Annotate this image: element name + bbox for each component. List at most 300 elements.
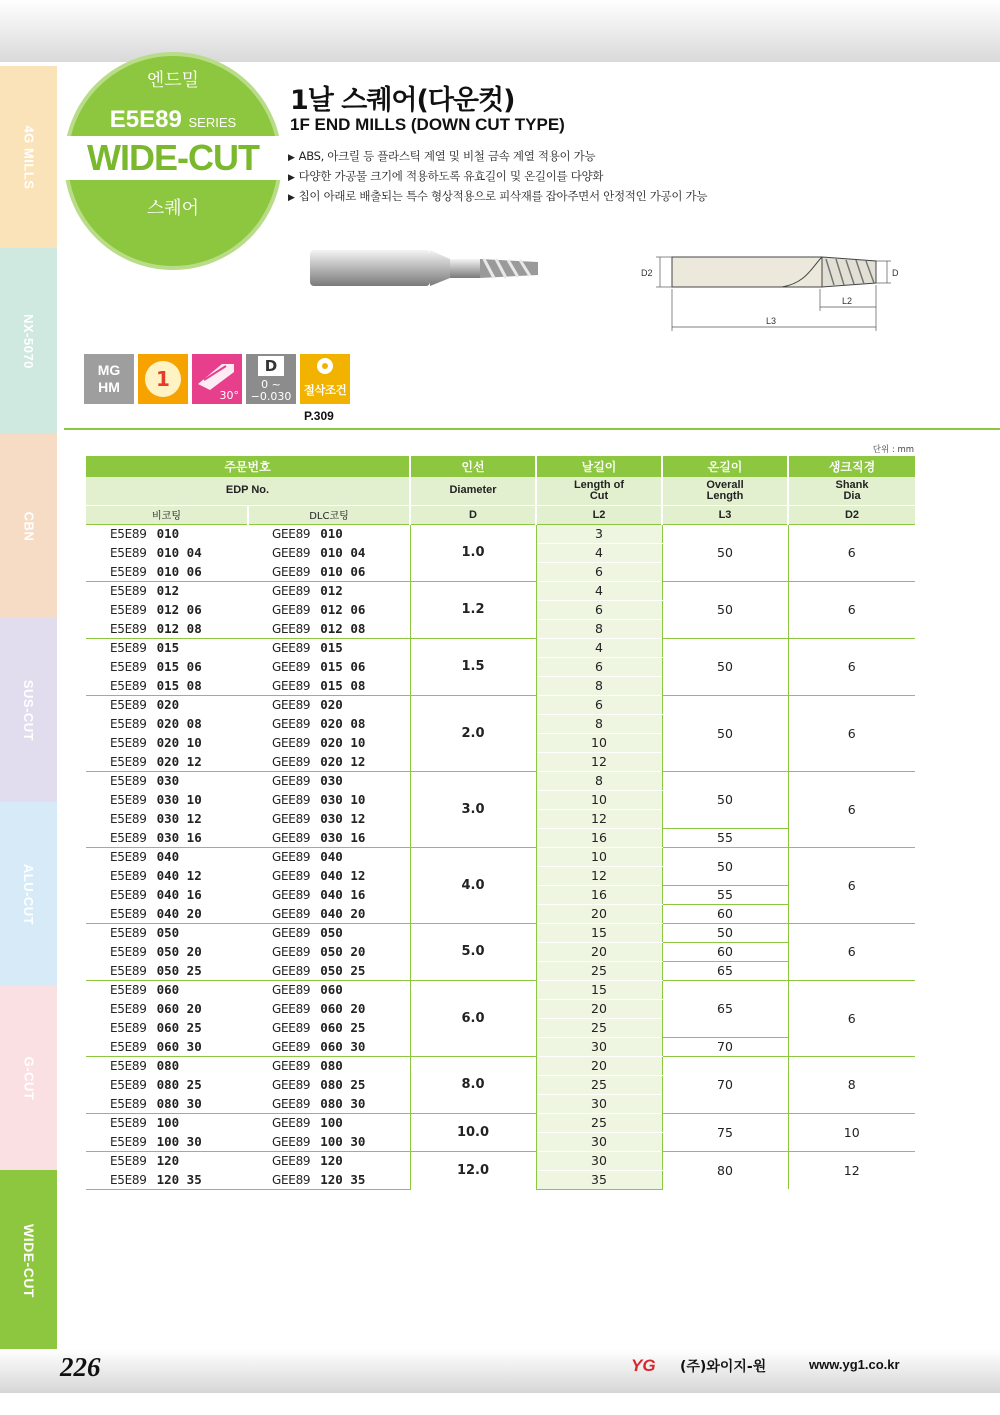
edp-prefix: E5E89 xyxy=(110,983,147,998)
length-of-cut-cell: 30 xyxy=(536,1132,662,1151)
edp-uncoated xyxy=(86,1056,248,1075)
edp-prefix: GEE89 xyxy=(272,793,311,807)
table-row xyxy=(86,638,915,657)
edp-suffix: 015 xyxy=(156,640,180,656)
edp-dlc xyxy=(248,676,410,695)
top-band xyxy=(0,0,1000,62)
side-tab-label: SUS-CUT xyxy=(21,679,36,741)
badge-series xyxy=(110,106,236,134)
overall-length-cell: 50 xyxy=(662,524,788,581)
edp-dlc xyxy=(248,1132,410,1151)
edp-prefix: E5E89 xyxy=(110,906,147,921)
edp-prefix: GEE89 xyxy=(272,812,311,826)
edp-uncoated xyxy=(86,562,248,581)
overall-length-cell: 55 xyxy=(662,885,788,904)
header-oal-en xyxy=(662,477,788,505)
edp-prefix: GEE89 xyxy=(272,963,311,978)
diameter-cell: 1.2 xyxy=(410,581,536,638)
edp-uncoated xyxy=(86,885,248,904)
length-of-cut-cell: 10 xyxy=(536,790,662,809)
edp-prefix: E5E89 xyxy=(110,793,147,807)
sub-d2: D2 xyxy=(788,505,915,524)
side-tab-alu-cut[interactable] xyxy=(0,802,57,986)
tolerance-symbol: D xyxy=(258,356,284,376)
feature-text: ABS, 아크릴 등 플라스틱 계열 및 비철 금속 계열 적용이 가능 xyxy=(298,149,596,163)
overall-length-cell: 50 xyxy=(662,638,788,695)
edp-prefix: E5E89 xyxy=(110,754,147,769)
edp-suffix: 012 08 xyxy=(156,620,202,636)
edp-suffix: 012 xyxy=(320,583,343,599)
side-tab-nx-5070[interactable] xyxy=(0,248,57,434)
length-of-cut-cell: 8 xyxy=(536,619,662,638)
badge-series-word: SERIES xyxy=(188,115,237,130)
endmill-photo xyxy=(300,245,550,295)
edp-suffix: 100 xyxy=(320,1115,343,1131)
flute-count-icon xyxy=(138,354,188,404)
edp-uncoated xyxy=(86,733,248,752)
edp-uncoated xyxy=(86,771,248,790)
company-name: (주)와이지-원 xyxy=(680,1359,767,1375)
sub-l3: L3 xyxy=(662,505,788,524)
shank-dia-cell: 6 xyxy=(788,847,915,923)
header-edp: EDP No. xyxy=(86,477,410,505)
edp-uncoated xyxy=(86,695,248,714)
edp-suffix: 015 06 xyxy=(320,659,366,674)
edp-suffix: 050 20 xyxy=(156,944,202,959)
edp-suffix: 040 12 xyxy=(156,868,202,883)
edp-suffix: 060 xyxy=(320,982,343,998)
length-of-cut-cell: 16 xyxy=(536,885,662,904)
edp-prefix: GEE89 xyxy=(272,621,311,636)
edp-suffix: 100 30 xyxy=(156,1133,202,1149)
length-of-cut-cell: 25 xyxy=(536,961,662,980)
edp-suffix: 060 30 xyxy=(156,1038,202,1054)
length-of-cut-cell: 30 xyxy=(536,1151,662,1170)
diameter-cell: 6.0 xyxy=(410,980,536,1056)
side-tab-label: 4G MILLS xyxy=(21,125,37,189)
edp-suffix: 060 20 xyxy=(156,1001,202,1016)
edp-suffix: 015 08 xyxy=(320,677,366,693)
shank-dia-cell: 6 xyxy=(788,581,915,638)
side-tab-cbn[interactable] xyxy=(0,434,57,618)
edp-uncoated xyxy=(86,904,248,923)
diameter-cell: 1.5 xyxy=(410,638,536,695)
diameter-cell: 4.0 xyxy=(410,847,536,923)
edp-suffix: 080 30 xyxy=(156,1095,202,1111)
triangle-bullet-icon: ▶ xyxy=(288,153,295,163)
edp-uncoated xyxy=(86,600,248,619)
edp-dlc xyxy=(248,942,410,961)
edp-prefix: E5E89 xyxy=(110,1078,147,1092)
overall-length-cell: 50 xyxy=(662,847,788,885)
shank-dia-cell: 12 xyxy=(788,1151,915,1189)
length-of-cut-cell: 8 xyxy=(536,676,662,695)
edp-uncoated xyxy=(86,619,248,638)
length-of-cut-cell: 25 xyxy=(536,1018,662,1037)
page-title: 1날 스퀘어(다운컷) xyxy=(290,85,515,116)
edp-suffix: 010 04 xyxy=(156,545,202,560)
edp-suffix: 040 20 xyxy=(320,905,366,921)
overall-length-cell: 65 xyxy=(662,961,788,980)
edp-uncoated xyxy=(86,543,248,562)
edp-uncoated xyxy=(86,923,248,942)
shank-dia-cell: 6 xyxy=(788,695,915,771)
edp-uncoated xyxy=(86,714,248,733)
table-row xyxy=(86,1056,915,1075)
edp-suffix: 015 xyxy=(320,640,343,656)
helix-angle: 30° xyxy=(219,389,239,402)
edp-prefix: GEE89 xyxy=(272,603,311,617)
spec-icons xyxy=(84,354,350,404)
edp-suffix: 050 xyxy=(156,925,180,941)
header-order-no: 주문번호 xyxy=(86,456,410,477)
edp-suffix: 030 16 xyxy=(156,829,202,845)
table-row xyxy=(86,771,915,790)
edp-suffix: 010 xyxy=(156,526,180,542)
edp-suffix: 040 xyxy=(156,849,180,865)
edp-dlc xyxy=(248,619,410,638)
edp-prefix: GEE89 xyxy=(272,754,311,769)
edp-prefix: E5E89 xyxy=(110,812,147,826)
length-of-cut-cell: 4 xyxy=(536,543,662,562)
section-divider xyxy=(64,428,1000,430)
edp-suffix: 120 xyxy=(156,1153,180,1169)
sub-dlc: DLC코팅 xyxy=(248,505,410,524)
side-tab-4g-mills[interactable] xyxy=(0,66,57,248)
edp-prefix: GEE89 xyxy=(272,1116,311,1131)
edp-suffix: 030 12 xyxy=(156,811,202,826)
edp-uncoated xyxy=(86,828,248,847)
feature-list xyxy=(288,147,707,207)
overall-length-cell: 65 xyxy=(662,980,788,1037)
tolerance-icon xyxy=(246,354,296,404)
length-of-cut-cell: 4 xyxy=(536,638,662,657)
edp-suffix: 030 12 xyxy=(320,811,366,826)
page-reference-link[interactable]: P.309 xyxy=(304,409,334,423)
table-row xyxy=(86,980,915,999)
edp-suffix: 020 xyxy=(320,697,343,713)
diameter-cell: 10.0 xyxy=(410,1113,536,1151)
edp-dlc xyxy=(248,1113,410,1132)
edp-prefix: E5E89 xyxy=(110,527,147,542)
table-row xyxy=(86,1151,915,1170)
edp-suffix: 012 xyxy=(156,583,180,599)
overall-length-cell: 70 xyxy=(662,1037,788,1056)
triangle-bullet-icon: ▶ xyxy=(288,173,295,183)
overall-length-cell: 60 xyxy=(662,904,788,923)
shank-dia-cell: 6 xyxy=(788,638,915,695)
edp-prefix: E5E89 xyxy=(110,963,147,978)
yg-logo-icon xyxy=(631,1356,677,1374)
edp-dlc xyxy=(248,562,410,581)
cutting-conditions-label: 절삭조건 xyxy=(303,383,347,397)
length-of-cut-cell: 6 xyxy=(536,657,662,676)
edp-prefix: E5E89 xyxy=(110,660,147,674)
header-shank-text: Shank Dia xyxy=(835,478,869,502)
edp-suffix: 120 xyxy=(320,1153,343,1169)
sub-d: D xyxy=(410,505,536,524)
header-loc-en xyxy=(536,477,662,505)
overall-length-cell: 75 xyxy=(662,1113,788,1151)
edp-dlc xyxy=(248,847,410,866)
edp-dlc xyxy=(248,790,410,809)
edp-prefix: E5E89 xyxy=(110,621,147,636)
edp-suffix: 030 10 xyxy=(156,792,202,807)
edp-prefix: E5E89 xyxy=(110,869,147,883)
edp-prefix: GEE89 xyxy=(272,641,311,656)
edp-uncoated xyxy=(86,790,248,809)
series-badge xyxy=(64,52,282,270)
edp-dlc xyxy=(248,581,410,600)
header-diameter-en: Diameter xyxy=(410,477,536,505)
edp-prefix: E5E89 xyxy=(110,888,147,902)
page-subtitle: 1F END MILLS (DOWN CUT TYPE) xyxy=(290,115,565,134)
edp-prefix: E5E89 xyxy=(110,850,147,865)
edp-suffix: 030 16 xyxy=(320,829,366,845)
length-of-cut-cell: 12 xyxy=(536,866,662,885)
edp-prefix: GEE89 xyxy=(272,906,311,921)
edp-uncoated xyxy=(86,752,248,771)
drawing-label-l3: L3 xyxy=(766,316,777,326)
edp-dlc xyxy=(248,828,410,847)
length-of-cut-cell: 25 xyxy=(536,1075,662,1094)
diameter-cell: 8.0 xyxy=(410,1056,536,1113)
feature-item xyxy=(288,167,707,187)
edp-suffix: 040 16 xyxy=(320,887,366,902)
table-row xyxy=(86,1113,915,1132)
edp-suffix: 040 xyxy=(320,849,343,865)
edp-suffix: 080 25 xyxy=(320,1077,366,1092)
drawing-label-l2: L2 xyxy=(842,296,853,306)
triangle-bullet-icon: ▶ xyxy=(288,193,295,203)
edp-prefix: E5E89 xyxy=(110,774,147,789)
edp-prefix: GEE89 xyxy=(272,869,311,883)
side-tab-label: CBN xyxy=(20,511,36,541)
header-loc-text: Length of Cut xyxy=(573,478,625,502)
edp-uncoated xyxy=(86,809,248,828)
edp-suffix: 015 06 xyxy=(156,659,202,674)
edp-prefix: E5E89 xyxy=(110,717,147,731)
edp-suffix: 010 04 xyxy=(320,545,366,560)
edp-suffix: 040 16 xyxy=(156,887,202,902)
edp-dlc xyxy=(248,752,410,771)
diameter-cell: 2.0 xyxy=(410,695,536,771)
tolerance-upper: 0 ~ xyxy=(261,378,281,391)
edp-prefix: GEE89 xyxy=(272,546,311,560)
edp-suffix: 015 08 xyxy=(156,677,202,693)
length-of-cut-cell: 15 xyxy=(536,980,662,999)
company-url[interactable]: www.yg1.co.kr xyxy=(809,1357,900,1372)
edp-dlc xyxy=(248,524,410,543)
side-tab-sus-cut[interactable] xyxy=(0,618,57,802)
length-of-cut-cell: 6 xyxy=(536,695,662,714)
side-tab-g-cut[interactable] xyxy=(0,986,57,1170)
edp-prefix: E5E89 xyxy=(110,603,147,617)
yg-logo-text: YG xyxy=(631,1356,656,1374)
edp-prefix: E5E89 xyxy=(110,1134,147,1149)
edp-dlc xyxy=(248,1075,410,1094)
diameter-cell: 1.0 xyxy=(410,524,536,581)
edp-prefix: GEE89 xyxy=(272,850,311,865)
length-of-cut-cell: 25 xyxy=(536,1113,662,1132)
edp-uncoated xyxy=(86,1151,248,1170)
edp-prefix: GEE89 xyxy=(272,698,311,713)
edp-suffix: 060 20 xyxy=(320,1001,366,1016)
sub-l2: L2 xyxy=(536,505,662,524)
spec-table-body xyxy=(86,524,915,1189)
header-loc-ko: 날길이 xyxy=(536,456,662,477)
length-of-cut-cell: 30 xyxy=(536,1094,662,1113)
edp-prefix: E5E89 xyxy=(110,1096,147,1111)
edp-suffix: 030 xyxy=(320,773,343,789)
material-icon xyxy=(84,354,134,404)
overall-length-cell: 50 xyxy=(662,771,788,828)
edp-prefix: GEE89 xyxy=(272,564,311,579)
length-of-cut-cell: 3 xyxy=(536,524,662,543)
shank-dia-cell: 10 xyxy=(788,1113,915,1151)
edp-dlc xyxy=(248,980,410,999)
edp-uncoated xyxy=(86,1170,248,1189)
edp-uncoated xyxy=(86,961,248,980)
edp-suffix: 010 06 xyxy=(156,563,202,579)
edp-suffix: 010 xyxy=(320,526,343,542)
edp-uncoated xyxy=(86,676,248,695)
edp-suffix: 050 25 xyxy=(156,962,202,978)
header-oal-text: Overall Length xyxy=(706,478,744,502)
length-of-cut-cell: 20 xyxy=(536,942,662,961)
edp-prefix: E5E89 xyxy=(110,830,147,845)
feature-item xyxy=(288,147,707,167)
edp-suffix: 020 08 xyxy=(320,716,366,731)
diameter-cell: 12.0 xyxy=(410,1151,536,1189)
unit-label: 단위 : mm xyxy=(872,445,914,455)
edp-suffix: 030 10 xyxy=(320,792,366,807)
table-row xyxy=(86,923,915,942)
edp-uncoated xyxy=(86,1094,248,1113)
overall-length-cell: 50 xyxy=(662,695,788,771)
edp-suffix: 120 35 xyxy=(320,1171,366,1187)
edp-prefix: GEE89 xyxy=(272,527,311,542)
sub-uncoated: 비코팅 xyxy=(86,505,248,524)
edp-dlc xyxy=(248,771,410,790)
edp-suffix: 060 25 xyxy=(156,1020,202,1035)
page-number: 226 xyxy=(60,1352,101,1382)
edp-suffix: 080 xyxy=(320,1058,343,1074)
spec-table xyxy=(86,456,915,1190)
edp-uncoated xyxy=(86,657,248,676)
edp-suffix: 060 25 xyxy=(320,1020,366,1035)
edp-dlc xyxy=(248,809,410,828)
edp-suffix: 100 30 xyxy=(320,1133,366,1149)
shank-dia-cell: 6 xyxy=(788,524,915,581)
edp-prefix: GEE89 xyxy=(272,945,311,959)
edp-suffix: 060 30 xyxy=(320,1038,366,1054)
feature-item xyxy=(288,187,707,207)
edp-dlc xyxy=(248,961,410,980)
edp-suffix: 120 35 xyxy=(156,1171,202,1187)
side-tab-label: G-CUT xyxy=(20,1056,36,1100)
edp-uncoated xyxy=(86,999,248,1018)
flute-count: 1 xyxy=(145,361,181,397)
edp-prefix: GEE89 xyxy=(272,736,311,750)
length-of-cut-cell: 10 xyxy=(536,733,662,752)
edp-prefix: E5E89 xyxy=(110,1002,147,1016)
shank-dia-cell: 6 xyxy=(788,980,915,1056)
cutting-conditions-icon[interactable] xyxy=(300,354,350,404)
badge-type: 스퀘어 xyxy=(146,198,200,219)
length-of-cut-cell: 12 xyxy=(536,809,662,828)
tolerance-lower: −0.030 xyxy=(250,390,292,403)
edp-dlc xyxy=(248,733,410,752)
edp-prefix: E5E89 xyxy=(110,641,147,656)
edp-uncoated xyxy=(86,1132,248,1151)
shank-dia-cell: 6 xyxy=(788,923,915,980)
edp-dlc xyxy=(248,657,410,676)
edp-prefix: GEE89 xyxy=(272,1154,311,1169)
feature-text: 칩이 아래로 배출되는 특수 형상적용으로 피삭재를 잡아주면서 안정적인 가공이 가능 xyxy=(298,189,708,203)
overall-length-cell: 80 xyxy=(662,1151,788,1189)
edp-prefix: E5E89 xyxy=(110,584,147,599)
drawing-label-d: D xyxy=(892,268,899,278)
edp-suffix: 020 12 xyxy=(156,753,202,769)
edp-prefix: E5E89 xyxy=(110,945,147,959)
edp-dlc xyxy=(248,999,410,1018)
edp-dlc xyxy=(248,600,410,619)
length-of-cut-cell: 8 xyxy=(536,771,662,790)
edp-suffix: 080 30 xyxy=(320,1095,366,1111)
edp-suffix: 040 12 xyxy=(320,868,366,883)
header-oal-ko: 온길이 xyxy=(662,456,788,477)
diameter-cell: 5.0 xyxy=(410,923,536,980)
edp-suffix: 012 06 xyxy=(156,602,202,617)
edp-prefix: GEE89 xyxy=(272,1078,311,1092)
edp-prefix: GEE89 xyxy=(272,1002,311,1016)
edp-dlc xyxy=(248,1170,410,1189)
edp-suffix: 100 xyxy=(156,1115,180,1131)
edp-prefix: E5E89 xyxy=(110,1154,147,1169)
header-shank-ko: 생크직경 xyxy=(788,456,915,477)
edp-suffix: 020 10 xyxy=(156,735,202,750)
feature-text: 다양한 가공물 크기에 적용하도록 유효길이 및 온길이를 다양화 xyxy=(298,169,604,183)
edp-uncoated xyxy=(86,980,248,999)
drawing-label-d2: D2 xyxy=(641,268,653,278)
overall-length-cell: 55 xyxy=(662,828,788,847)
edp-uncoated xyxy=(86,1018,248,1037)
length-of-cut-cell: 20 xyxy=(536,999,662,1018)
overall-length-cell: 60 xyxy=(662,942,788,961)
table-row xyxy=(86,847,915,866)
edp-dlc xyxy=(248,923,410,942)
badge-name: WIDE-CUT xyxy=(64,136,282,180)
length-of-cut-cell: 20 xyxy=(536,1056,662,1075)
badge-category: 엔드밀 xyxy=(146,70,200,91)
edp-dlc xyxy=(248,866,410,885)
edp-prefix: E5E89 xyxy=(110,1021,147,1035)
edp-prefix: GEE89 xyxy=(272,1172,311,1187)
edp-prefix: GEE89 xyxy=(272,926,311,941)
table-row xyxy=(86,524,915,543)
shank-dia-cell: 8 xyxy=(788,1056,915,1113)
edp-dlc xyxy=(248,1018,410,1037)
edp-prefix: E5E89 xyxy=(110,926,147,941)
edp-suffix: 050 20 xyxy=(320,944,366,959)
side-tab-wide-cut[interactable] xyxy=(0,1170,57,1352)
edp-prefix: E5E89 xyxy=(110,736,147,750)
edp-prefix: GEE89 xyxy=(272,830,311,845)
gear-dot-icon xyxy=(317,358,333,374)
edp-uncoated xyxy=(86,581,248,600)
endmill-drawing xyxy=(636,245,906,340)
